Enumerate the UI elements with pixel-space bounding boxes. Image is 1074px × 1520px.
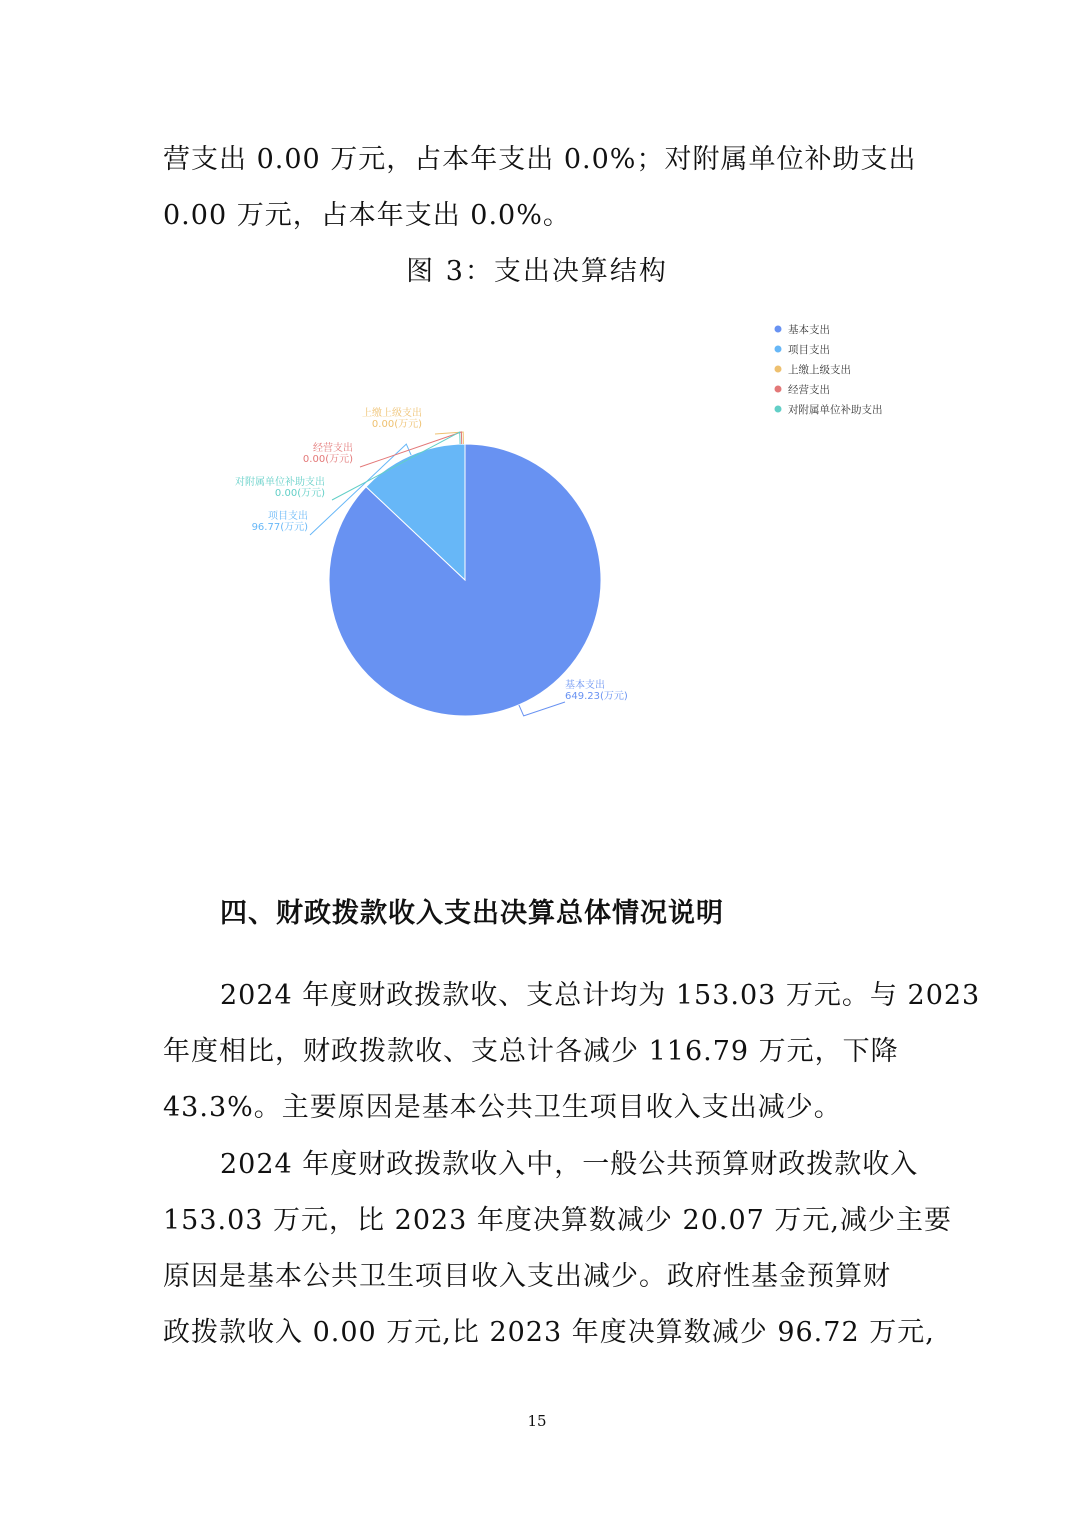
slice-label-name: 经营支出	[313, 443, 353, 454]
callout-line	[519, 702, 565, 716]
paragraph-line: 43.3%。主要原因是基本公共卫生项目收入支出减少。	[163, 1092, 842, 1123]
page-number: 15	[527, 1412, 547, 1430]
slice-label-value: 0.00(万元)	[274, 488, 325, 499]
slice-label-value: 96.77(万元)	[251, 522, 308, 533]
legend-swatch	[775, 346, 782, 353]
paragraph-line: 2024 年度财政拨款收、支总计均为 153.03 万元。与 2023	[220, 980, 981, 1011]
slice-label-name: 上缴上级支出	[362, 408, 422, 419]
slice-label-value: 0.00(万元)	[371, 419, 422, 430]
paragraph-line: 年度相比，财政拨款收、支总计各减少 116.79 万元，下降	[163, 1036, 899, 1067]
legend-label: 经营支出	[788, 384, 830, 396]
text-line: 营支出 0.00 万元，占本年支出 0.0%；对附属单位补助支出	[163, 144, 917, 175]
legend-label: 项目支出	[788, 344, 830, 356]
section-heading: 四、财政拨款收入支出决算总体情况说明	[220, 898, 724, 929]
legend-swatch	[775, 406, 782, 413]
paragraph-line: 政拨款收入 0.00 万元,比 2023 年度决算数减少 96.72 万元,	[163, 1317, 935, 1348]
slice-label-value: 0.00(万元)	[302, 454, 353, 465]
legend-label: 上缴上级支出	[788, 364, 851, 376]
paragraph-line: 2024 年度财政拨款收入中，一般公共预算财政拨款收入	[220, 1149, 919, 1180]
legend-swatch	[775, 386, 782, 393]
legend-swatch	[775, 366, 782, 373]
legend-label: 对附属单位补助支出	[788, 404, 883, 416]
legend-swatch	[775, 326, 782, 333]
slice-label-value: 649.23(万元)	[565, 691, 628, 702]
pie-chart	[150, 300, 930, 760]
paragraph-line: 153.03 万元，比 2023 年度决算数减少 20.07 万元,减少主要	[163, 1205, 952, 1236]
slice-label-name: 项目支出	[268, 511, 308, 522]
text-line: 0.00 万元，占本年支出 0.0%。	[163, 200, 571, 231]
paragraph-line: 原因是基本公共卫生项目收入支出减少。政府性基金预算财	[163, 1261, 891, 1292]
slice-label-name: 对附属单位补助支出	[235, 477, 325, 488]
figure-title: 图 3：支出决算结构	[406, 256, 668, 287]
legend-label: 基本支出	[788, 324, 830, 336]
slice-label-name: 基本支出	[565, 680, 605, 691]
